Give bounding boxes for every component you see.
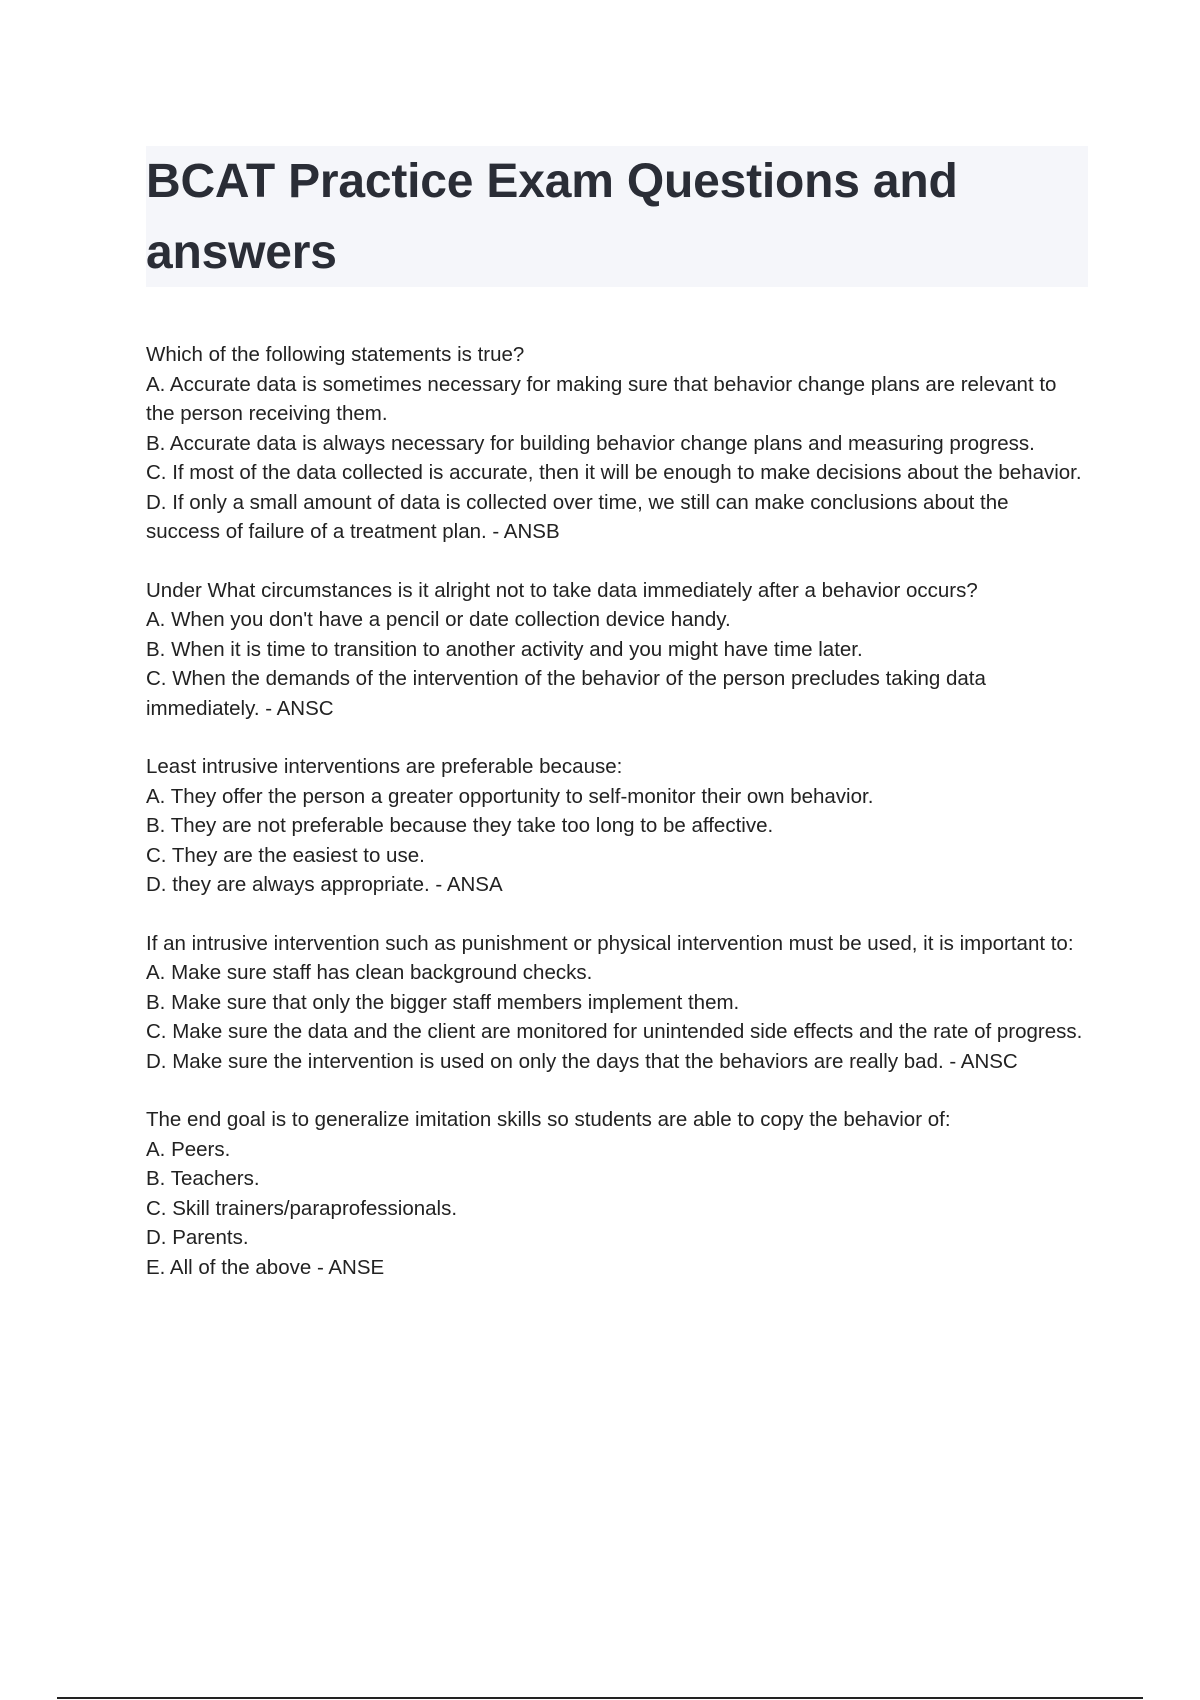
answer-option-b: B. They are not preferable because they take too long to be affective. bbox=[146, 814, 774, 837]
answer-option-d: D. Make sure the intervention is used on only the days that the behaviors are really bad. - ANSC bbox=[146, 1049, 1018, 1073]
answer-option-b: B. Teachers. bbox=[146, 1167, 260, 1190]
question-prompt: If an intrusive intervention such as punishment or physical intervention must be used, it is important to: bbox=[146, 931, 1074, 955]
question-prompt: The end goal is to generalize imitation skills so students are able to copy the behavior of: bbox=[146, 1108, 951, 1131]
answer-option-d: D. If only a small amount of data is collected over time, we still can make conclusions about the success of failure of a treatment plan. - ANSB bbox=[146, 490, 1009, 543]
answer-option-c: C. When the demands of the intervention of the behavior of the person precludes taking data immediately. - ANSC bbox=[146, 667, 986, 720]
answer-option-c: C. They are the easiest to use. bbox=[146, 843, 425, 867]
answer-option-d: D. Parents. bbox=[146, 1226, 249, 1249]
answer-option-a: A. Peers. bbox=[146, 1137, 231, 1161]
answer-option-c: C. If most of the data collected is accurate, then it will be enough to make decisions about the behavior. bbox=[146, 461, 1082, 484]
answer-option-c: C. Make sure the data and the client are monitored for unintended side effects and the rate of progress. bbox=[146, 1020, 1083, 1043]
question-prompt: Under What circumstances is it alright not to take data immediately after a behavior occurs? bbox=[146, 578, 978, 602]
answer-option-a: A. They offer the person a greater opportunity to self-monitor their own behavior. bbox=[146, 784, 874, 808]
answer-option-b: B. Accurate data is always necessary for building behavior change plans and measuring progress. bbox=[146, 431, 1035, 455]
question-5 bbox=[146, 1105, 1086, 1282]
footer-divider bbox=[57, 1697, 1143, 1699]
question-3 bbox=[146, 752, 1086, 900]
question-2 bbox=[146, 576, 1086, 724]
answer-option-a: A. When you don't have a pencil or date collection device handy. bbox=[146, 608, 731, 631]
answer-option-b: B. When it is time to transition to another activity and you might have time later. bbox=[146, 637, 863, 661]
question-4 bbox=[146, 929, 1086, 1077]
answer-option-c: C. Skill trainers/paraprofessionals. bbox=[146, 1196, 458, 1220]
title-block bbox=[146, 146, 1088, 287]
question-prompt: Which of the following statements is true? bbox=[146, 343, 525, 366]
question-1 bbox=[146, 340, 1086, 547]
questions-section bbox=[146, 340, 1086, 1311]
answer-option-e: E. All of the above - ANSE bbox=[146, 1255, 385, 1279]
answer-option-a: A. Accurate data is sometimes necessary for making sure that behavior change plans are relevant to the person receiving them. bbox=[146, 372, 1057, 425]
question-prompt: Least intrusive interventions are preferable because: bbox=[146, 755, 623, 778]
answer-option-a: A. Make sure staff has clean background checks. bbox=[146, 961, 593, 984]
document-title: BCAT Practice Exam Questions and answers bbox=[146, 155, 958, 279]
answer-option-b: B. Make sure that only the bigger staff members implement them. bbox=[146, 990, 740, 1014]
answer-option-d: D. they are always appropriate. - ANSA bbox=[146, 873, 503, 896]
